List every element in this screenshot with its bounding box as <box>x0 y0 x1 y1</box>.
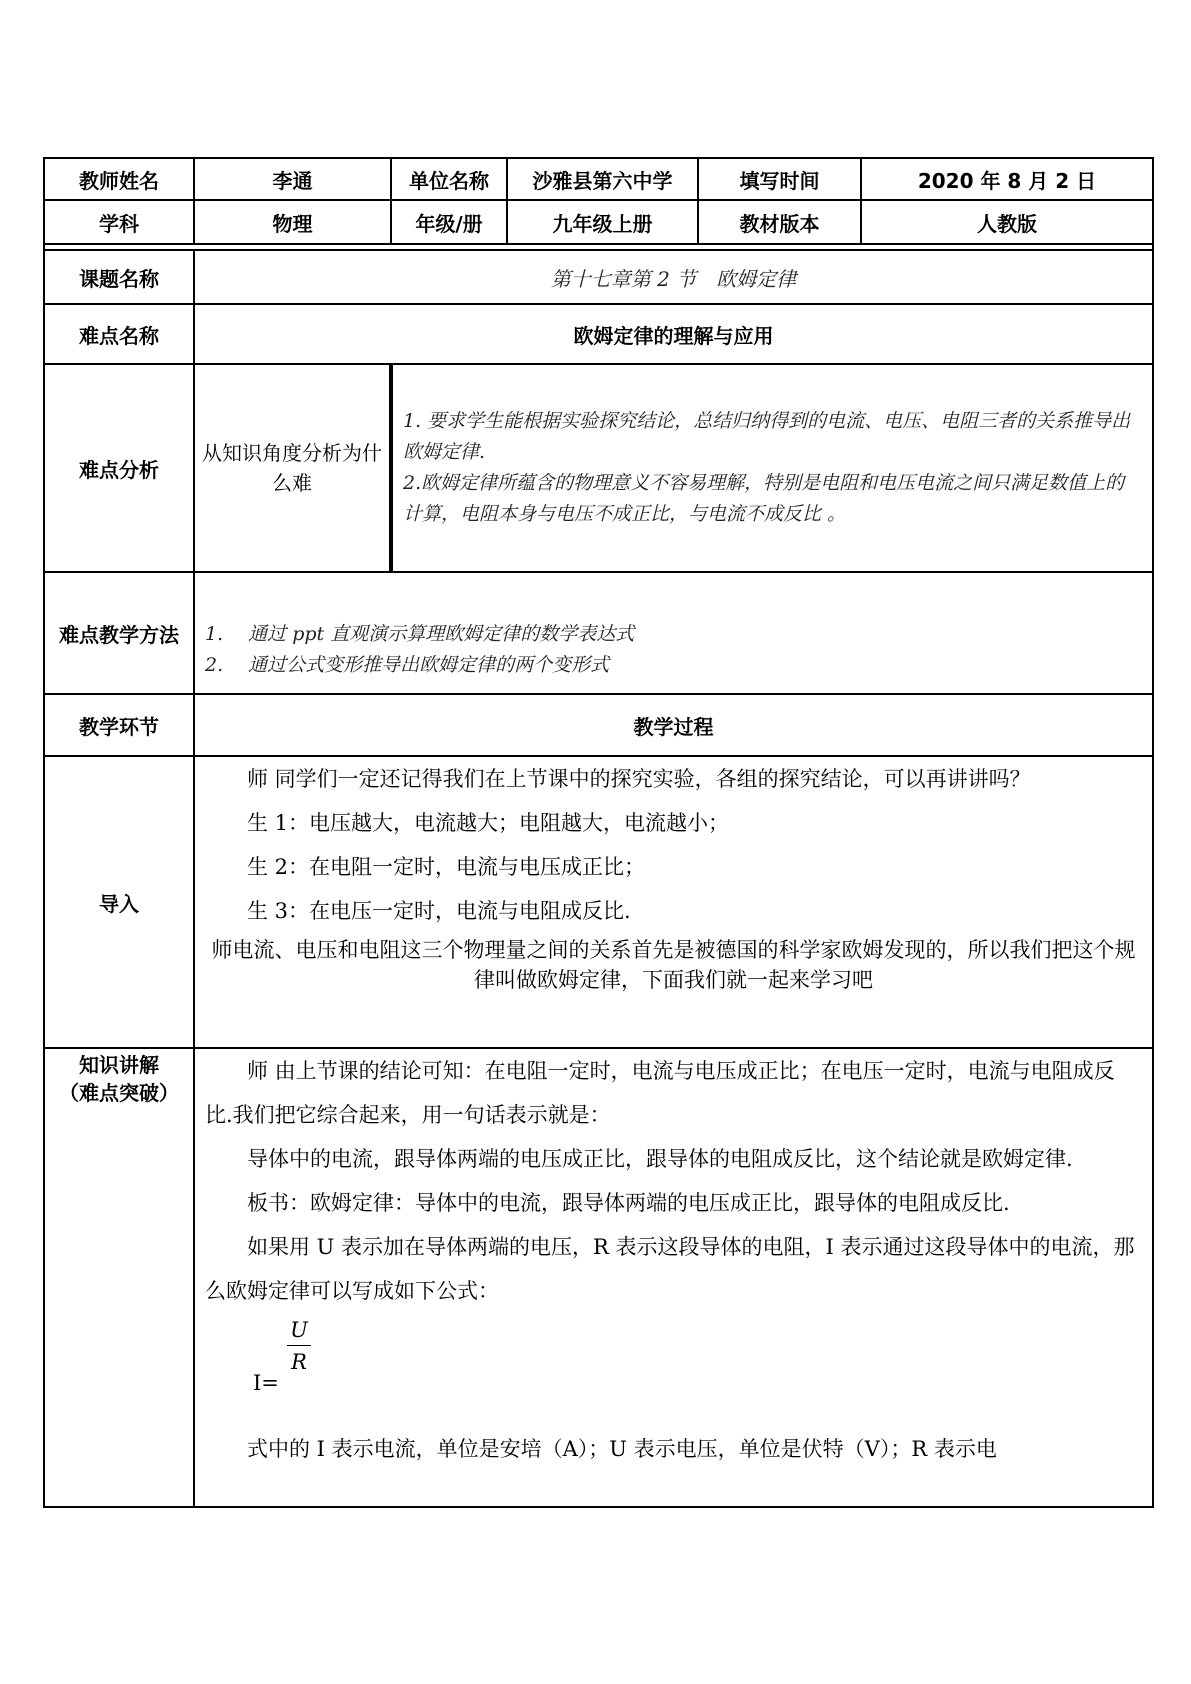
method-item: 2. 通过公式变形推导出欧姆定律的两个变形式 <box>205 654 610 676</box>
teacher-name-label: 教师姓名 <box>44 158 194 200</box>
edition-value: 人教版 <box>861 200 1153 244</box>
header-row-1 <box>44 158 1153 200</box>
topic-value: 第十七章第 2 节 欧姆定律 <box>194 250 1153 304</box>
analysis-point: 1. 要求学生能根据实验探究结论，总结归纳得到的电流、电压、电阻三者的关系推导出欧姆定律. <box>403 410 1131 463</box>
knowledge-last-line: 式中的 I 表示电流，单位是安培（A）；U 表示电压，单位是伏特（V）；R 表示电 <box>247 1437 997 1461</box>
method-item: 1. 通过 ppt 直观演示算理欧姆定律的数学表达式 <box>205 623 635 645</box>
difficulty-label: 难点名称 <box>44 304 194 364</box>
teacher-name: 李通 <box>194 158 391 200</box>
formula-numerator: U <box>290 1318 308 1342</box>
method-label: 难点教学方法 <box>44 572 194 694</box>
lesson-plan-table <box>43 157 1154 1508</box>
process-header-row <box>44 694 1153 756</box>
method-row <box>44 572 1153 694</box>
intro-row <box>44 756 1153 1048</box>
topic-row <box>44 250 1153 304</box>
analysis-row <box>44 364 1153 572</box>
analysis-label: 难点分析 <box>44 364 194 572</box>
knowledge-label-line2: （难点突破） <box>59 1081 179 1105</box>
knowledge-line: 导体中的电流，跟导体两端的电压成正比，跟导体的电阻成反比，这个结论就是欧姆定律. <box>247 1147 1073 1171</box>
formula-lhs: I= <box>253 1371 279 1395</box>
unit-label: 单位名称 <box>391 158 507 200</box>
grade-value: 九年级上册 <box>507 200 698 244</box>
ohms-law-formula <box>205 1313 1142 1405</box>
analysis-sub-label: 从知识角度分析为什么难 <box>194 364 391 572</box>
intro-line: 生 1：电压越大，电流越大；电阻越大，电流越小； <box>247 811 730 835</box>
unit-value: 沙雅县第六中学 <box>507 158 698 200</box>
stage-label: 教学环节 <box>44 694 194 756</box>
formula-gap <box>205 1405 1142 1427</box>
topic-label: 课题名称 <box>44 250 194 304</box>
formula-denominator: R <box>291 1350 307 1374</box>
intro-label: 导入 <box>44 756 194 1048</box>
difficulty-value: 欧姆定律的理解与应用 <box>194 304 1153 364</box>
knowledge-label <box>44 1048 194 1507</box>
formula-fraction <box>287 1315 311 1378</box>
knowledge-line: 板书：欧姆定律：导体中的电流，跟导体两端的电压成正比，跟导体的电阻成反比. <box>247 1191 1010 1215</box>
method-items <box>194 572 1153 694</box>
difficulty-row <box>44 304 1153 364</box>
subject-value: 物理 <box>194 200 391 244</box>
intro-line: 生 3：在电压一定时，电流与电阻成反比. <box>247 899 631 923</box>
edition-label: 教材版本 <box>698 200 861 244</box>
intro-content <box>194 756 1153 1048</box>
intro-line: 师电流、电压和电阻这三个物理量之间的关系首先是被德国的科学家欧姆发现的，所以我们把这个规律叫做欧姆定律，下面我们就一起来学习吧 <box>211 938 1136 992</box>
process-label: 教学过程 <box>194 694 1153 756</box>
knowledge-line: 师 由上节课的结论可知：在电阻一定时，电流与电压成正比；在电压一定时，电流与电阻成反比.我们把它综合起来，用一句话表示就是： <box>205 1059 1115 1127</box>
knowledge-label-line1: 知识讲解 <box>79 1053 159 1077</box>
header-row-2 <box>44 200 1153 244</box>
date-value: 2020 年 8 月 2 日 <box>861 158 1153 200</box>
knowledge-line: 如果用 U 表示加在导体两端的电压，R 表示这段导体的电阻，I 表示通过这段导体中的电流，那么欧姆定律可以写成如下公式： <box>205 1235 1135 1303</box>
knowledge-row <box>44 1048 1153 1507</box>
grade-label: 年级/册 <box>391 200 507 244</box>
analysis-points <box>391 364 1153 572</box>
knowledge-content <box>194 1048 1153 1507</box>
date-label: 填写时间 <box>698 158 861 200</box>
intro-line: 生 2：在电阻一定时，电流与电压成正比； <box>247 855 646 879</box>
analysis-point: 2.欧姆定律所蕴含的物理意义不容易理解，特别是电阻和电压电流之间只满足数值上的计算，电阻本身与电压不成正比，与电流不成反比 。 <box>403 472 1125 525</box>
subject-label: 学科 <box>44 200 194 244</box>
intro-line: 师 同学们一定还记得我们在上节课中的探究实验，各组的探究结论，可以再讲讲吗？ <box>247 767 1031 791</box>
